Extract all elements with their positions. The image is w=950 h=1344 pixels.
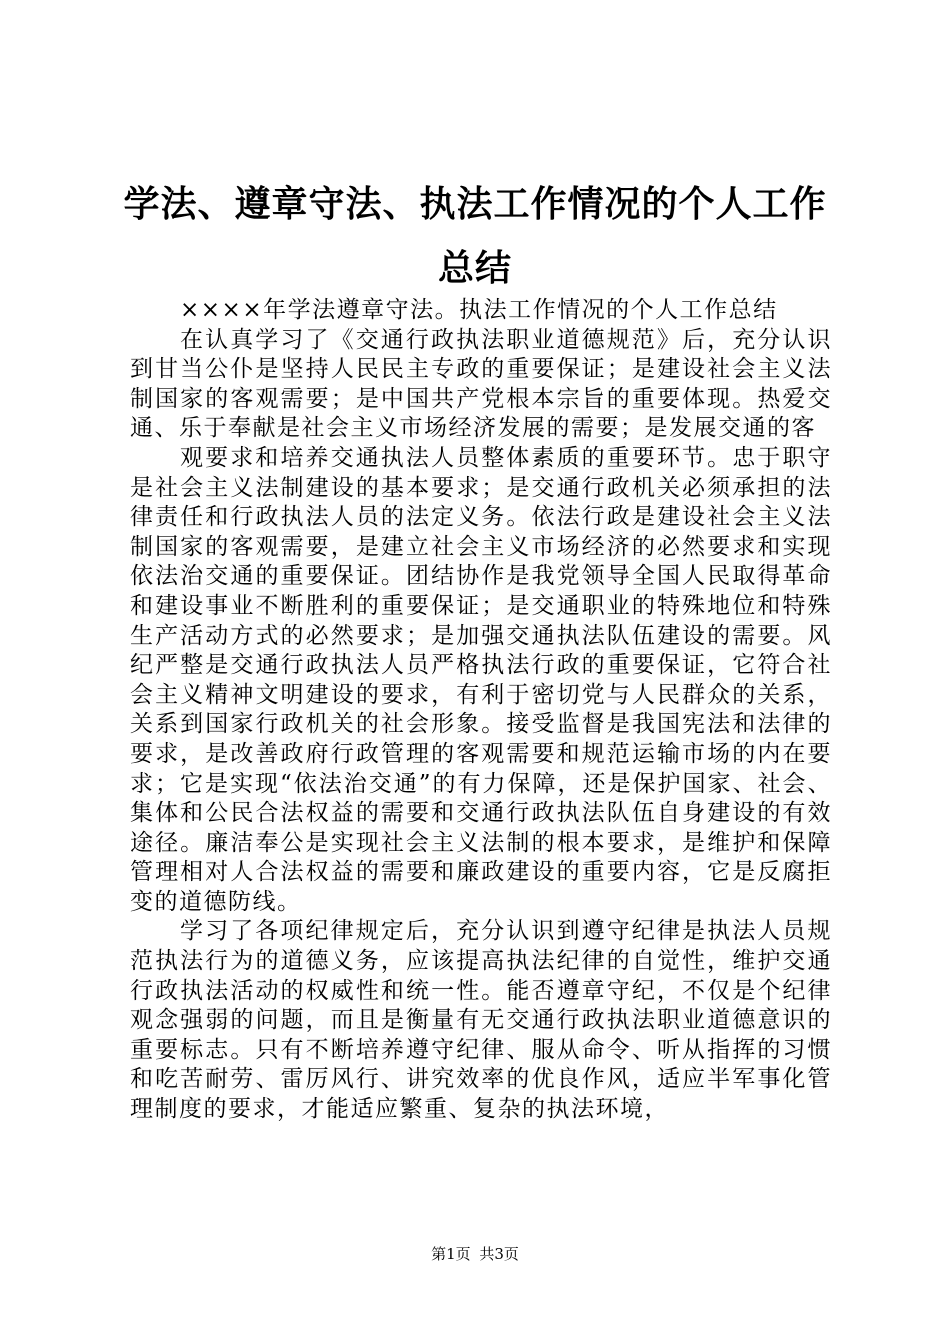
- document-title: 学法、遵章守法、执法工作情况的个人工作总结: [123, 183, 827, 290]
- page-number: 第1页: [431, 1245, 471, 1263]
- paragraph: ××××年学法遵章守法。执法工作情况的个人工作总结: [180, 297, 778, 323]
- paragraph: 观要求和培养交通执法人员整体素质的重要环节。忠于职守是社会主义法制建设的基本要求；是交通行政机关必须承担的法律责任和行政执法人员的法定义务。依法行政是建设社会主义法制国家的客观需要，是建立社会主义市场经济的必然要求和实现依法治交通的重要保证。团结协作是我党领导全国人民取得革命和建设事业不断胜利的重要保证；是交通职业的特殊地位和特殊生产活动方式的必然要求；是加强交通执法队伍建设的需要。风纪严整是交通行政执法人员严格执法行政的重要保证，它符合社会主义精神文明建设的要求，有利于密切党与人民群众的关系，关系到国家行政机关的社会形象。接受监督是我国宪法和法律的要求，是改善政府行政管理的客观需要和规范运输市场的内在要求；它是实现“依法治交通”的有力保障，还是保护国家、社会、集体和公民合法权益的需要和交通行政执法队伍自身建设的有效途径。廉洁奉公是实现社会主义法制的根本要求，是维护和保障管理相对人合法权益的需要和廉政建设的重要内容，它是反腐拒变的道德防线。: [130, 444, 832, 915]
- page-footer: [0, 1244, 950, 1264]
- page-total: 共3页: [479, 1245, 519, 1263]
- document-body: [130, 296, 832, 1125]
- paragraph: 在认真学习了《交通行政执法职业道德规范》后，充分认识到甘当公仆是坚持人民民主专政的重要保证；是建设社会主义法制国家的客观需要；是中国共产党根本宗旨的重要体现。热爱交通、乐于奉献是社会主义市场经济发展的需要；是发展交通的客: [130, 326, 832, 442]
- paragraph: 学习了各项纪律规定后，充分认识到遵守纪律是执法人员规范执法行为的道德义务，应该提高执法纪律的自觉性，维护交通行政执法活动的权威性和统一性。能否遵章守纪，不仅是个纪律观念强弱的问题，而且是衡量有无交通行政执法职业道德意识的重要标志。只有不断培养遵守纪律、服从命令、听从指挥的习惯和吃苦耐劳、雷厉风行、讲究效率的优良作风，适应半军事化管理制度的要求，才能适应繁重、复杂的执法环境，: [130, 918, 832, 1123]
